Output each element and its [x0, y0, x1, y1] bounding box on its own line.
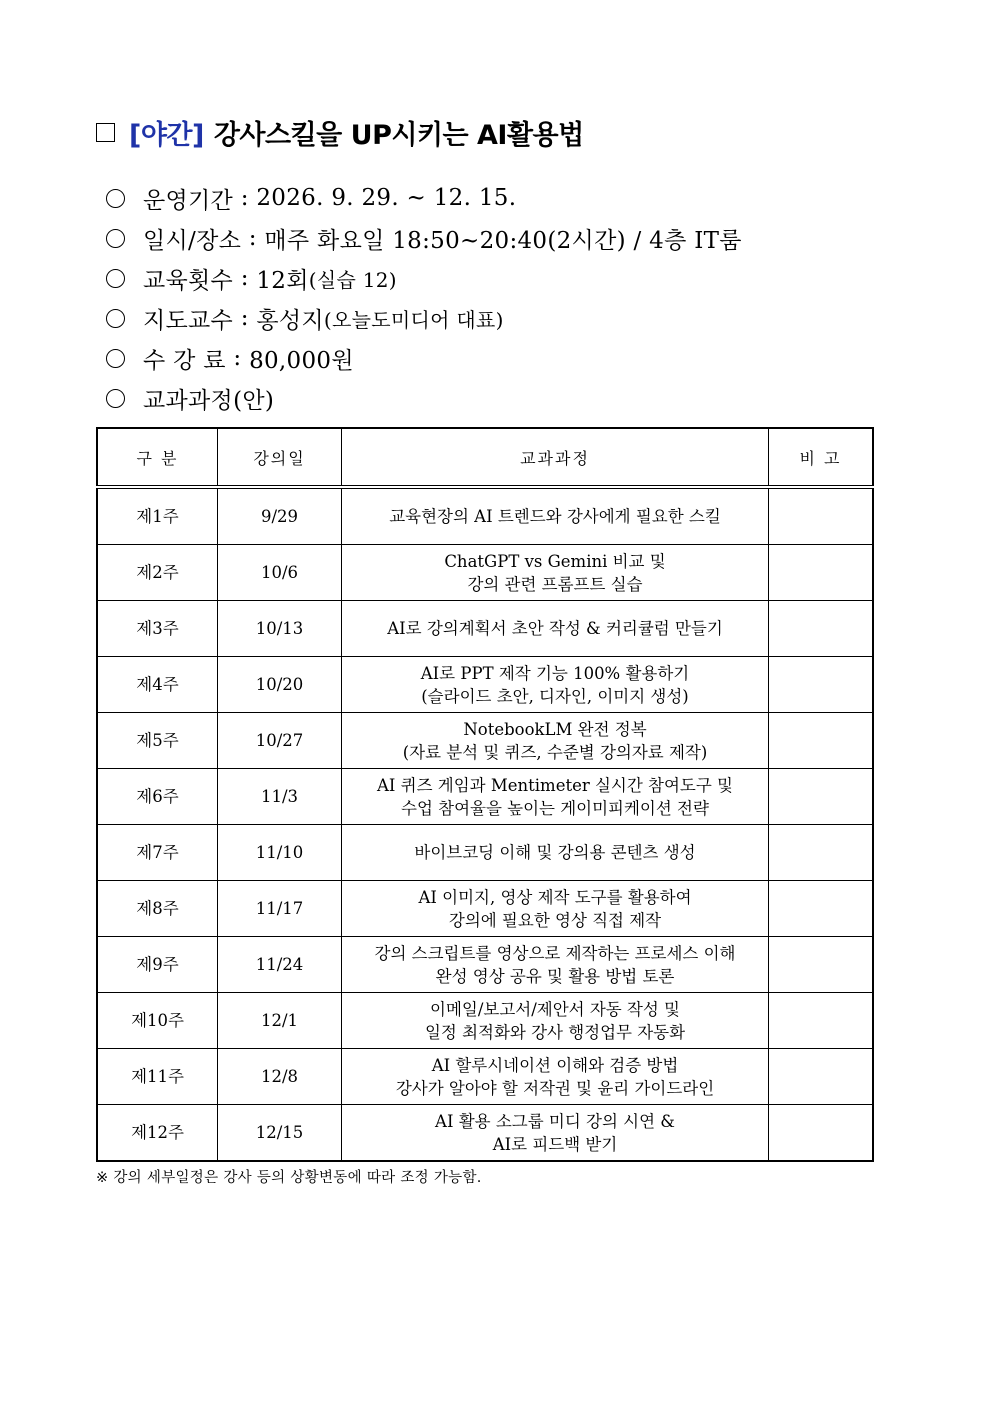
header-topic: 교과과정 [342, 428, 769, 487]
date-cell: 11/24 [218, 937, 342, 993]
info-note: (오늘도미디어 대표) [323, 307, 504, 332]
info-label: 교과과정(안) [143, 387, 275, 414]
info-label: 운영기간 [143, 187, 234, 214]
info-item: 일시/장소 : 매주 화요일 18:50~20:40(2시간) / 4층 IT룸 [106, 218, 742, 258]
note-cell [769, 825, 874, 881]
header-week: 구 분 [97, 428, 218, 487]
topic-line: 일정 최적화와 강사 행정업무 자동화 [424, 1022, 686, 1042]
table-row [97, 545, 873, 601]
topic-line: AI로 피드백 받기 [492, 1134, 618, 1154]
topic-cell [342, 487, 769, 545]
table-row [97, 769, 873, 825]
topic-cell [342, 825, 769, 881]
table-header-row [97, 428, 873, 487]
topic-cell [342, 713, 769, 769]
week-cell: 제9주 [97, 937, 218, 993]
empty-square-icon [96, 123, 115, 142]
info-value: 80,000원 [249, 347, 354, 374]
table-row [97, 601, 873, 657]
topic-line: 강의에 필요한 영상 직접 제작 [448, 910, 662, 930]
week-cell: 제5주 [97, 713, 218, 769]
note-cell [769, 993, 874, 1049]
note-cell [769, 881, 874, 937]
date-cell: 9/29 [218, 487, 342, 545]
topic-cell [342, 881, 769, 937]
info-label: 교육횟수 [143, 267, 234, 294]
footnote: ※ 강의 세부일정은 강사 등의 상황변동에 따라 조정 가능함. [96, 1170, 482, 1186]
info-value: 홍성지 [256, 307, 324, 334]
date-cell: 11/3 [218, 769, 342, 825]
note-cell [769, 713, 874, 769]
note-cell [769, 1105, 874, 1162]
circle-bullet-icon [106, 229, 125, 248]
table-row [97, 657, 873, 713]
table-row [97, 881, 873, 937]
info-item: 운영기간 : 2026. 9. 29. ~ 12. 15. [106, 178, 742, 218]
info-value: 12회 [256, 267, 309, 294]
topic-line: AI로 PPT 제작 기능 100% 활용하기 [420, 663, 690, 683]
date-cell: 11/17 [218, 881, 342, 937]
date-cell: 12/1 [218, 993, 342, 1049]
week-cell: 제6주 [97, 769, 218, 825]
info-item: 교육횟수 : 12회 (실습 12) [106, 258, 742, 298]
circle-bullet-icon [106, 309, 125, 328]
topic-line: AI 활용 소그룹 미디 강의 시연 & [435, 1111, 675, 1131]
week-cell: 제10주 [97, 993, 218, 1049]
note-cell [769, 937, 874, 993]
circle-bullet-icon [106, 389, 125, 408]
table-row [97, 1105, 873, 1162]
topic-cell [342, 601, 769, 657]
week-cell: 제1주 [97, 487, 218, 545]
course-info-list [106, 178, 742, 418]
info-note: (실습 12) [308, 267, 397, 292]
note-cell [769, 545, 874, 601]
course-title [96, 112, 584, 152]
table-row [97, 825, 873, 881]
table-row [97, 993, 873, 1049]
week-cell: 제2주 [97, 545, 218, 601]
topic-line: 강의 스크립트를 영상으로 제작하는 프로세스 이해 [374, 943, 736, 963]
note-cell [769, 1049, 874, 1105]
week-cell: 제7주 [97, 825, 218, 881]
circle-bullet-icon [106, 269, 125, 288]
note-cell [769, 601, 874, 657]
info-value: 매주 화요일 18:50~20:40(2시간) / 4층 IT룸 [264, 227, 742, 254]
topic-cell [342, 769, 769, 825]
topic-line: AI 이미지, 영상 제작 도구를 활용하여 [418, 887, 692, 907]
note-cell [769, 769, 874, 825]
table-row [97, 937, 873, 993]
date-cell: 12/8 [218, 1049, 342, 1105]
info-label: 일시/장소 [143, 227, 242, 254]
info-item [106, 378, 742, 418]
table-row [97, 1049, 873, 1105]
topic-cell [342, 937, 769, 993]
topic-line: 수업 참여율을 높이는 게이미피케이션 전략 [401, 798, 709, 818]
topic-line: (슬라이드 초안, 디자인, 이미지 생성) [421, 686, 689, 706]
info-label: 지도교수 [143, 307, 234, 334]
info-item: 지도교수 : 홍성지 (오늘도미디어 대표) [106, 298, 742, 338]
topic-line: 강사가 알아야 할 저작권 및 윤리 가이드라인 [395, 1078, 715, 1098]
topic-cell [342, 1105, 769, 1162]
date-cell: 10/13 [218, 601, 342, 657]
topic-line: (자료 분석 및 퀴즈, 수준별 강의자료 제작) [402, 742, 708, 762]
topic-cell [342, 545, 769, 601]
topic-cell [342, 657, 769, 713]
week-cell: 제11주 [97, 1049, 218, 1105]
header-note: 비 고 [769, 428, 874, 487]
week-cell: 제12주 [97, 1105, 218, 1162]
info-item: 수 강 료 : 80,000원 [106, 338, 742, 378]
table-row [97, 713, 873, 769]
date-cell: 11/10 [218, 825, 342, 881]
week-cell: 제8주 [97, 881, 218, 937]
topic-line: 바이브코딩 이해 및 강의용 콘텐츠 생성 [414, 843, 696, 862]
topic-line: AI 퀴즈 게임과 Mentimeter 실시간 참여도구 및 [377, 775, 733, 795]
date-cell: 10/27 [218, 713, 342, 769]
week-cell: 제3주 [97, 601, 218, 657]
note-cell [769, 657, 874, 713]
circle-bullet-icon [106, 349, 125, 368]
info-value: 2026. 9. 29. ~ 12. 15. [256, 185, 517, 211]
date-cell: 10/6 [218, 545, 342, 601]
topic-line: 완성 영상 공유 및 활용 방법 토론 [435, 966, 675, 986]
topic-line: 교육현장의 AI 트렌드와 강사에게 필요한 스킬 [389, 507, 721, 526]
topic-line: AI 할루시네이션 이해와 검증 방법 [431, 1055, 679, 1075]
topic-line: 이메일/보고서/제안서 자동 작성 및 [430, 999, 680, 1019]
note-cell [769, 487, 874, 545]
circle-bullet-icon [106, 189, 125, 208]
title-text: 강사스킬을 UP시키는 AI활용법 [213, 119, 584, 151]
topic-line: ChatGPT vs Gemini 비교 및 [444, 551, 666, 571]
header-date: 강의일 [218, 428, 342, 487]
curriculum-table [96, 427, 874, 1162]
topic-line: NotebookLM 완전 정복 [463, 719, 647, 739]
title-tag: [야간] [129, 119, 204, 151]
table-row [97, 487, 873, 545]
topic-line: AI로 강의계획서 초안 작성 & 커리큘럼 만들기 [387, 619, 723, 638]
info-label: 수 강 료 [143, 347, 226, 374]
date-cell: 10/20 [218, 657, 342, 713]
topic-line: 강의 관련 프롬프트 실습 [467, 574, 643, 594]
week-cell: 제4주 [97, 657, 218, 713]
table-body [97, 487, 873, 1161]
date-cell: 12/15 [218, 1105, 342, 1162]
topic-cell [342, 993, 769, 1049]
topic-cell [342, 1049, 769, 1105]
